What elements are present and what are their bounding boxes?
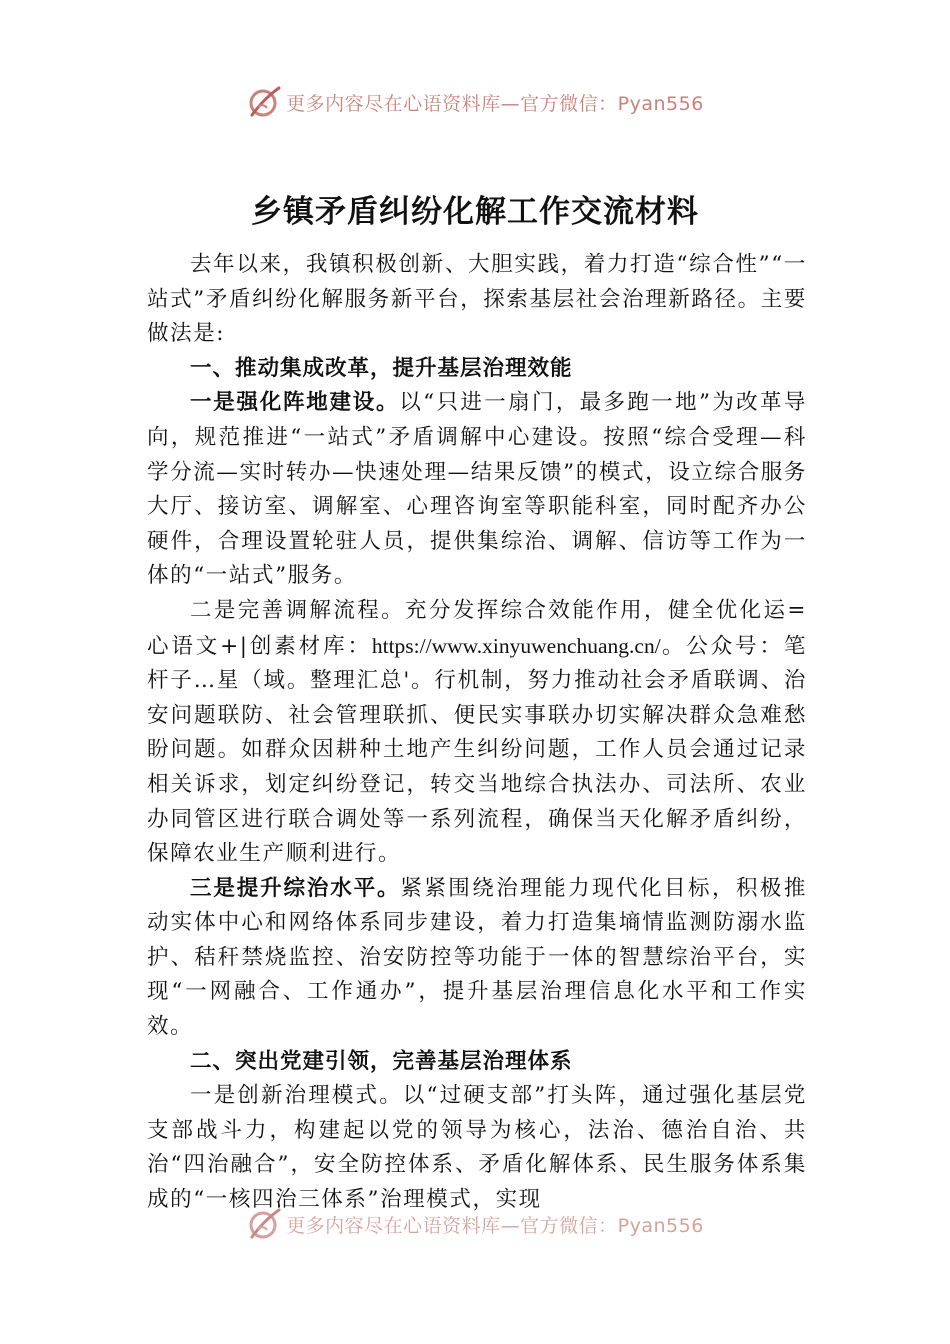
section-2-heading: 二、突出党建引领，完善基层治理体系 xyxy=(190,1048,573,1074)
paragraph-lead: 三是提升综治水平。 xyxy=(190,875,401,901)
section-1-paragraph-1 xyxy=(147,386,807,594)
inline-url: https://www.xinyuwenchuang.cn/ xyxy=(371,633,661,658)
watermark-text: 更多内容尽在心语资料库—官方微信：Pyan556 xyxy=(286,1214,704,1237)
section-2-paragraph-1: 一是创新治理模式。以“过硬支部”打头阵，通过强化基层党支部战斗力，构建起以党的领导为核心，法治、德治自治、共治“四治融合”，安全防控体系、矛盾化解体系、民生服务体系集成的“一核四治三体系”治理模式，实现 xyxy=(147,1083,807,1213)
brush-logo-icon xyxy=(246,85,282,119)
watermark-header xyxy=(0,84,950,120)
section-1-paragraph-3 xyxy=(147,872,807,1045)
intro-paragraph: 去年以来，我镇积极创新、大胆实践，着力打造“综合性”“一站式”矛盾纠纷化解服务新平台，探索基层社会治理新路径。主要做法是: xyxy=(147,252,807,347)
document-title: 乡镇矛盾纠纷化解工作交流材料 xyxy=(251,194,699,230)
paragraph-lead: 一是强化阵地建设。 xyxy=(190,390,400,416)
document-body xyxy=(147,248,807,1218)
section-1-paragraph-2 xyxy=(147,594,807,872)
paragraph-text: 紧紧围绕治理能力现代化目标，积极推动实体中心和网络体系同步建设，着力打造集墒情监测防溺水监护、秸秆禁烧监控、治安防控等功能于一体的智慧综治平台，实现“一网融合、工作通办”，提升基层治理信息化水平和工作实效。 xyxy=(147,875,807,1040)
paragraph-text: 以“只进一扇门，最多跑一地”为改革导向，规范推进“一站式”矛盾调解中心建设。按照“综合受理—科学分流—实时转办—快速处理—结果反馈”的模式，设立综合服务大厅、接访室、调解室、心理咨询室等职能科室，同时配齐办公硬件，合理设置轮驻人员，提供集综治、调解、信访等工作为一体的“一站式”服务。 xyxy=(147,390,807,589)
watermark-text: 更多内容尽在心语资料库—官方微信：Pyan556 xyxy=(286,92,704,115)
paragraph-text: 二是完善调解流程。充分发挥综合效能作用，健全优化运=心语文+|创素材库： xyxy=(147,597,807,659)
brush-logo-icon xyxy=(246,1207,282,1241)
section-1-heading: 一、推动集成改革，提升基层治理效能 xyxy=(190,355,573,381)
watermark-footer xyxy=(0,1206,950,1242)
paragraph-text: 。公众号：笔杆子…星（域。整理汇总'。行机制，努力推动社会矛盾联调、治安问题联防、社会管理联抓、便民实事联办切实解决群众急难愁盼问题。如群众因耕种土地产生纠纷问题，工作人员会通过记录相关诉求，划定纠纷登记，转交当地综合执法办、司法所、农业办同管区进行联合调处等一系列流程，确保当天化解矛盾纠纷，保障农业生产顺利进行。 xyxy=(147,633,807,867)
